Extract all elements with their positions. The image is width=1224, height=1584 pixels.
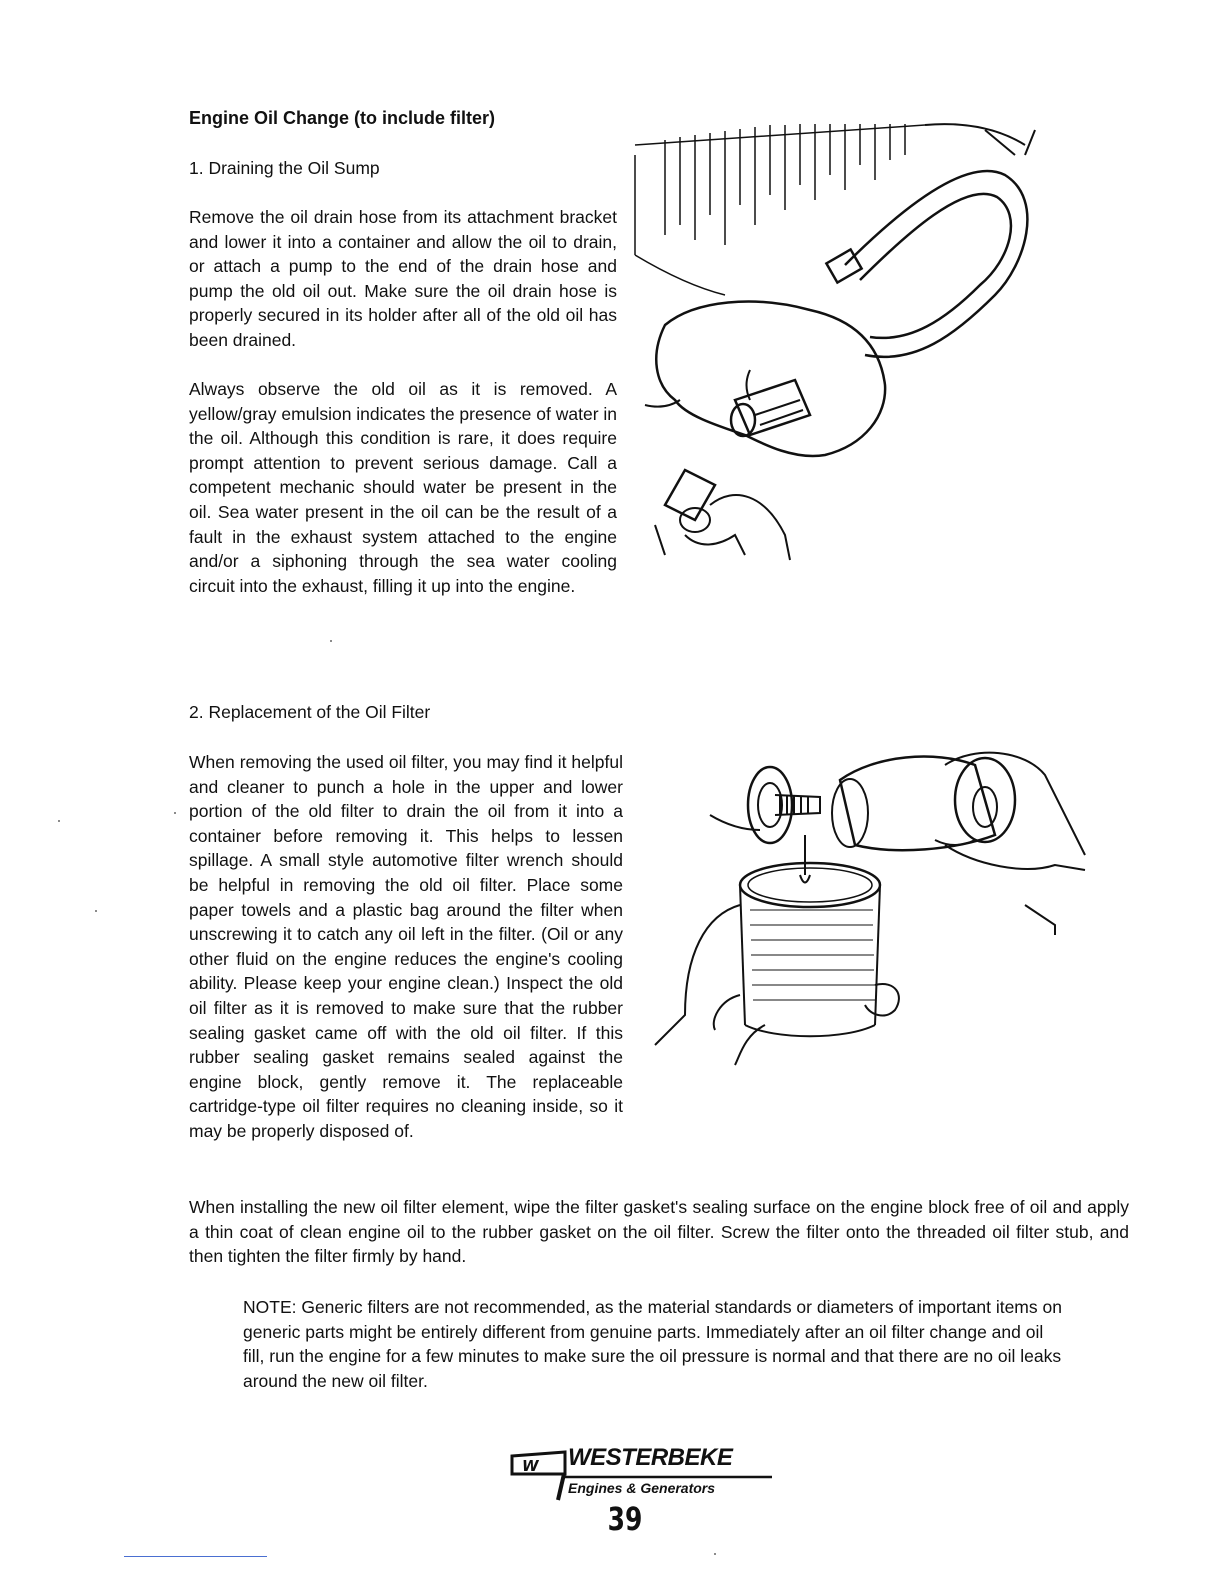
page-number: 39 (607, 1500, 643, 1538)
footer-rule (124, 1556, 267, 1557)
drain-hose-illustration (625, 115, 1055, 575)
section2-para1: When removing the used oil filter, you may find it helpful and cleaner to punch a hole in the upper and lower portion of the old filter to drain the oil from it into a container before removing it. This helps to lessen spillage. A small style automotive filter wrench should be helpful in removing the old oil filter. Place some paper towels and a plastic bag around the filter when unscrewing it to catch any oil left in the filter. (Oil or any other fluid on the engine reduces the engine's cooling ability. Please keep your engine clean.) Inspect the old oil filter as it is removed to make sure that the rubber sealing gasket came off with the old oil filter. If this rubber sealing gasket remains sealed against the engine block, gently remove it. The replaceable cartridge-type oil filter requires no cleaning inside, so it may be properly disposed of. (189, 752, 623, 1141)
brand-name: WESTERBEKE (568, 1444, 733, 1471)
brand-tagline: Engines & Generators (568, 1480, 716, 1496)
section1-para2: Always observe the old oil as it is removed. A yellow/gray emulsion indicates the presence of water in the oil. Although this condition is rare, it does require prompt attention to prevent serious damage. Call a competent mechanic should water be present in the oil. Sea water present in the oil can be the result of a fault in the exhaust system attached to the engine and/or a siphoning through the sea water cooling circuit into the exhaust, filling it up into the engine. (189, 379, 617, 596)
scan-speck (330, 640, 332, 642)
section2-heading: 2. Replacement of the Oil Filter (189, 702, 431, 722)
section1-para1: Remove the oil drain hose from its attachment bracket and lower it into a container and allow the oil to drain, or attach a pump to the end of the drain hose and pump the old oil out. Make sure the oil drain hose is properly secured in its holder after all of the old oil has been drained. (189, 207, 617, 350)
westerbeke-logo (510, 1444, 780, 1502)
install-paragraph: When installing the new oil filter element, wipe the filter gasket's sealing surface on the engine block free of oil and apply a thin coat of clean engine oil to the rubber gasket on the oil filter. Screw the filter onto the threaded oil filter stub, and then tighten the filter firmly by hand. (189, 1197, 1129, 1267)
scan-speck (714, 1553, 716, 1555)
section1-heading: 1. Draining the Oil Sump (189, 158, 380, 178)
page-title: Engine Oil Change (to include filter) (189, 108, 496, 128)
scan-speck (58, 820, 60, 822)
svg-text:W: W (522, 1457, 539, 1475)
oil-filter-illustration (645, 735, 1100, 1075)
scan-speck (95, 910, 97, 912)
note-paragraph: NOTE: Generic filters are not recommended, as the material standards or diameters of important items on generic parts might be entirely different from genuine parts. Immediately after an oil filter change and oil fill, run the engine for a few minutes to make sure the oil pressure is normal and that there are no oil leaks around the new oil filter. (243, 1297, 1062, 1391)
scan-speck (174, 812, 176, 814)
